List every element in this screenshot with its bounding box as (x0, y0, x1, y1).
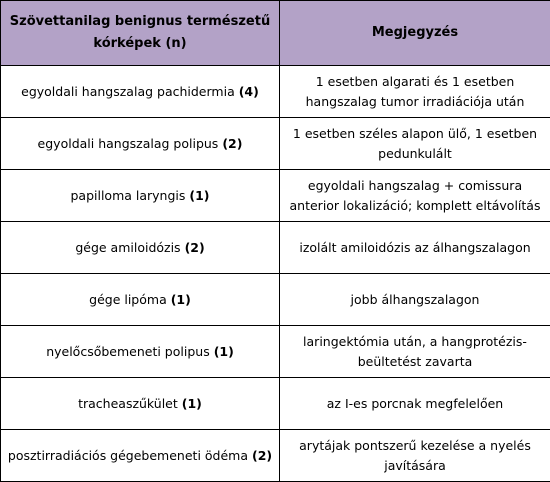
diagnosis-name: egyoldali hangszalag pachidermia (21, 83, 235, 99)
table-row (1, 66, 550, 118)
diagnosis-name: papilloma laryngis (70, 187, 186, 203)
note-cell: egyoldali hangszalag + comissura anterior lokalizáció; komplett eltávolítás (280, 170, 550, 222)
note-cell: 1 esetben algarati és 1 esetben hangszalag tumor irradiációja után (280, 66, 550, 118)
diagnosis-cell (1, 222, 280, 274)
table-row (1, 378, 550, 430)
diagnosis-cell (1, 274, 280, 326)
note-cell: jobb álhangszalagon (280, 274, 550, 326)
diagnosis-cell (1, 170, 280, 222)
note-cell: az I-es porcnak megfelelően (280, 378, 550, 430)
header-note: Megjegyzés (280, 1, 550, 66)
note-cell: 1 esetben széles alapon ülő, 1 esetben pedunkulált (280, 118, 550, 170)
case-count: (4) (238, 83, 259, 99)
header-diagnosis: Szövettanilag benignus természetű kórképek (n) (1, 1, 280, 66)
header-row (1, 1, 550, 66)
table-row (1, 170, 550, 222)
case-count: (2) (251, 447, 273, 463)
diagnosis-cell (1, 378, 280, 430)
diagnosis-name: gége amiloidózis (75, 239, 181, 255)
table-row (1, 222, 550, 274)
diagnosis-cell (1, 326, 280, 378)
case-count: (2) (222, 135, 243, 151)
case-count: (2) (184, 239, 205, 255)
diagnosis-name: nyelőcsőbemeneti polipus (46, 343, 210, 359)
case-count: (1) (213, 343, 234, 359)
diagnosis-cell (1, 66, 280, 118)
case-count: (1) (189, 187, 210, 203)
table-row (1, 326, 550, 378)
table-row (1, 118, 550, 170)
diagnosis-name: tracheaszűkület (78, 395, 178, 411)
table-row (1, 430, 550, 482)
note-cell: izolált amiloidózis az álhangszalagon (280, 222, 550, 274)
case-count: (1) (181, 395, 202, 411)
table-row (1, 274, 550, 326)
diagnosis-cell (1, 430, 280, 482)
diagnosis-name: egyoldali hangszalag polipus (37, 135, 219, 151)
diagnosis-cell (1, 118, 280, 170)
case-count: (1) (170, 291, 191, 307)
note-cell: laringektómia után, a hangprotézis-beültetést zavarta (280, 326, 550, 378)
diagnosis-name: gége lipóma (89, 291, 167, 307)
diagnosis-name: posztirradiációs gégebemeneti ödéma (7, 447, 248, 463)
note-cell: arytájak pontszerű kezelése a nyelés javítására (280, 430, 550, 482)
